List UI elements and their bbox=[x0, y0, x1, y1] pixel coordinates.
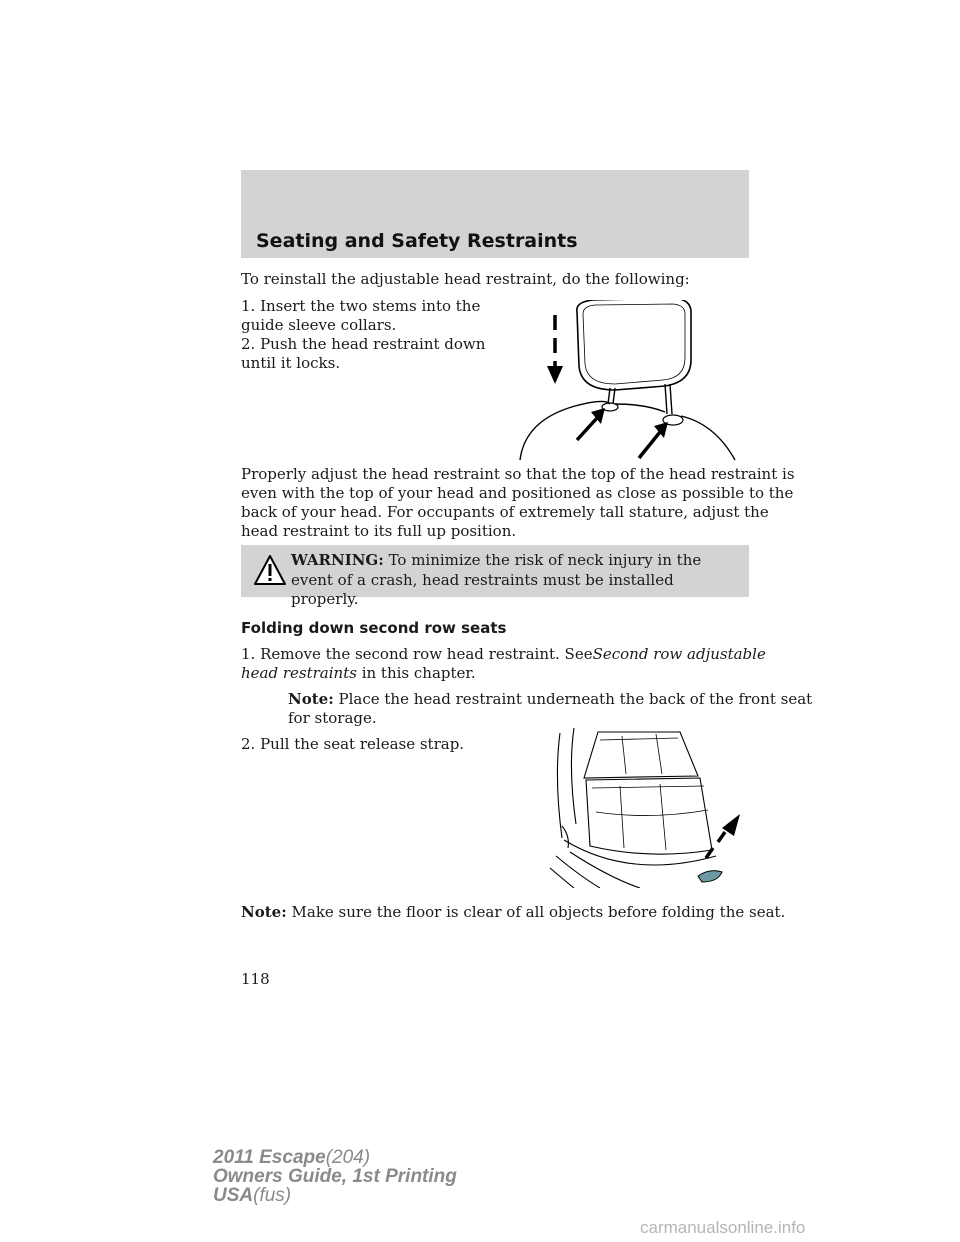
fold-step-1-reference-cont: head restraints bbox=[241, 664, 357, 682]
pull-arrow-icon bbox=[706, 814, 740, 858]
fold-step-1-suffix: in this chapter. bbox=[361, 664, 476, 682]
down-arrow-icon bbox=[547, 315, 563, 384]
step-1-line-1: 1. Insert the two stems into the bbox=[241, 297, 481, 315]
note-1-line-2: for storage. bbox=[288, 709, 377, 727]
intro-text: To reinstall the adjustable head restraint, do the following: bbox=[241, 270, 690, 288]
footer-print-info bbox=[213, 1148, 457, 1205]
step-2-line-2: until it locks. bbox=[241, 354, 341, 372]
warning-text bbox=[291, 551, 743, 610]
footer-guide: Owners Guide, 1st Printing bbox=[213, 1166, 457, 1187]
step-2-line-1: 2. Push the head restraint down bbox=[241, 335, 486, 353]
note-1-text: Place the head restraint underneath the back of the front seat bbox=[338, 690, 813, 708]
warning-message: To minimize the risk of neck injury in the event of a crash, head restraints must be installed properly. bbox=[291, 551, 702, 608]
seat-release-strap-illustration bbox=[540, 728, 750, 888]
step-1-line-2: guide sleeve collars. bbox=[241, 316, 397, 334]
folding-heading: Folding down second row seats bbox=[241, 619, 507, 637]
adjust-paragraph-line-2: even with the top of your head and positioned as close as possible to the bbox=[241, 484, 794, 502]
adjust-paragraph-line-3: back of your head. For occupants of extremely tall stature, adjust the bbox=[241, 503, 769, 521]
warning-triangle-icon bbox=[253, 554, 287, 586]
page-number: 118 bbox=[241, 970, 270, 988]
fold-step-1-line-1 bbox=[241, 645, 766, 665]
adjust-paragraph-line-1: Properly adjust the head restraint so that the top of the head restraint is bbox=[241, 465, 795, 483]
note-2-label: Note: bbox=[241, 903, 287, 921]
warning-label: WARNING: bbox=[291, 551, 384, 569]
adjust-paragraph-line-4: head restraint to its full up position. bbox=[241, 522, 517, 540]
fold-step-1-reference: Second row adjustable bbox=[592, 645, 766, 663]
arrow-icon bbox=[577, 408, 605, 440]
fold-step-2: 2. Pull the seat release strap. bbox=[241, 735, 465, 753]
watermark-link[interactable]: carmanualsonline.info bbox=[640, 1218, 806, 1237]
footer-model: 2011 Escape bbox=[213, 1147, 326, 1168]
footer-country-code: (fus) bbox=[253, 1185, 292, 1206]
arrow-icon bbox=[639, 422, 668, 458]
footer-model-code: (204) bbox=[325, 1147, 371, 1168]
warning-box bbox=[241, 545, 749, 608]
note-2 bbox=[241, 903, 785, 923]
fold-step-1-prefix: 1. Remove the second row head restraint. See bbox=[241, 645, 593, 663]
head-restraint-install-illustration bbox=[515, 300, 755, 462]
note-1-line-1 bbox=[288, 690, 812, 710]
section-header bbox=[241, 170, 749, 258]
fold-step-1-line-2 bbox=[241, 664, 476, 684]
section-title: Seating and Safety Restraints bbox=[256, 230, 578, 252]
footer-country: USA bbox=[213, 1185, 254, 1206]
note-2-text: Make sure the floor is clear of all objects before folding the seat. bbox=[291, 903, 786, 921]
note-1-label: Note: bbox=[288, 690, 334, 708]
